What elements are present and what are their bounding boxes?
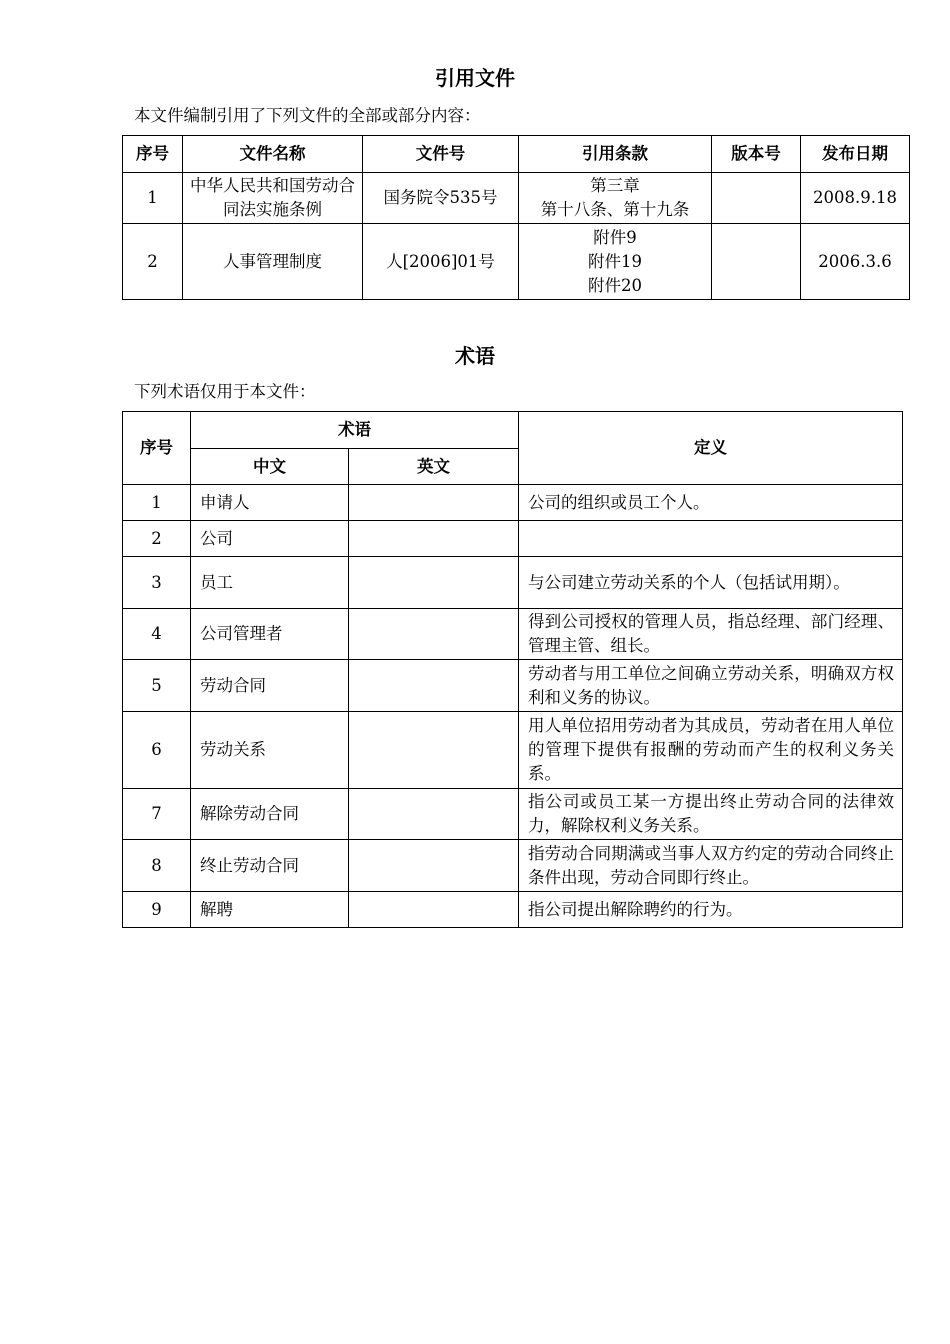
terms-header-term: 术语 xyxy=(191,412,519,449)
refs-section-title: 引用文件 xyxy=(435,66,515,90)
terms-section-title: 术语 xyxy=(455,344,495,368)
table-row xyxy=(123,660,903,712)
refs-header-name: 文件名称 xyxy=(183,136,363,173)
refs-header-version: 版本号 xyxy=(712,136,801,173)
terms-header-definition: 定义 xyxy=(519,412,903,485)
ref-no: 2 xyxy=(123,224,183,300)
refs-header-doc-no: 文件号 xyxy=(363,136,519,173)
ref-clauses xyxy=(519,224,712,300)
ref-doc-no: 人[2006]01号 xyxy=(363,224,519,300)
term-definition: 用人单位招用劳动者为其成员，劳动者在用人单位的管理下提供有报酬的劳动而产生的权利义务关系。 xyxy=(519,712,903,789)
table-row xyxy=(123,521,903,557)
term-en xyxy=(349,892,519,928)
table-row xyxy=(123,789,903,840)
term-zh: 劳动关系 xyxy=(191,712,349,789)
term-zh: 员工 xyxy=(191,557,349,609)
table-row xyxy=(123,609,903,660)
term-zh: 公司 xyxy=(191,521,349,557)
ref-clause-line: 第十八条、第十九条 xyxy=(540,200,690,219)
table-row xyxy=(123,840,903,892)
term-en xyxy=(349,660,519,712)
term-definition: 得到公司授权的管理人员，指总经理、部门经理、管理主管、组长。 xyxy=(519,609,903,660)
term-no: 6 xyxy=(123,712,191,789)
ref-date: 2006.3.6 xyxy=(801,224,910,300)
term-no: 5 xyxy=(123,660,191,712)
term-definition: 劳动者与用工单位之间确立劳动关系，明确双方权利和义务的协议。 xyxy=(519,660,903,712)
ref-clause-line: 附件19 xyxy=(588,251,642,271)
term-en xyxy=(349,712,519,789)
term-zh: 申请人 xyxy=(191,485,349,521)
ref-no: 1 xyxy=(123,173,183,224)
ref-clauses xyxy=(519,173,712,224)
ref-clause-line: 附件9 xyxy=(593,227,637,247)
table-row xyxy=(123,485,903,521)
term-en xyxy=(349,557,519,609)
refs-header-no: 序号 xyxy=(123,136,183,173)
term-en xyxy=(349,789,519,840)
refs-header-row xyxy=(123,136,910,173)
terms-header-en: 英文 xyxy=(349,449,519,485)
terms-header-zh: 中文 xyxy=(191,449,349,485)
term-zh: 终止劳动合同 xyxy=(191,840,349,892)
term-no: 3 xyxy=(123,557,191,609)
term-definition: 指公司或员工某一方提出终止劳动合同的法律效力，解除权利义务关系。 xyxy=(519,789,903,840)
ref-doc-no: 国务院令535号 xyxy=(363,173,519,224)
ref-version xyxy=(712,173,801,224)
term-en xyxy=(349,521,519,557)
refs-header-clauses: 引用条款 xyxy=(519,136,712,173)
term-no: 8 xyxy=(123,840,191,892)
term-en xyxy=(349,485,519,521)
term-definition: 指劳动合同期满或当事人双方约定的劳动合同终止条件出现，劳动合同即行终止。 xyxy=(519,840,903,892)
table-row xyxy=(123,892,903,928)
term-no: 2 xyxy=(123,521,191,557)
term-definition: 指公司提出解除聘约的行为。 xyxy=(519,892,903,928)
table-row xyxy=(123,712,903,789)
ref-version xyxy=(712,224,801,300)
term-no: 7 xyxy=(123,789,191,840)
term-no: 4 xyxy=(123,609,191,660)
term-definition: 公司的组织或员工个人。 xyxy=(519,485,903,521)
refs-header-date: 发布日期 xyxy=(801,136,910,173)
term-en xyxy=(349,609,519,660)
refs-intro: 本文件编制引用了下列文件的全部或部分内容： xyxy=(134,106,481,125)
term-no: 1 xyxy=(123,485,191,521)
ref-clause-line: 第三章 xyxy=(590,176,640,195)
refs-table xyxy=(122,135,910,300)
term-zh: 解聘 xyxy=(191,892,349,928)
term-no: 9 xyxy=(123,892,191,928)
ref-name: 中华人民共和国劳动合同法实施条例 xyxy=(183,173,363,224)
table-row xyxy=(123,224,910,300)
terms-table xyxy=(122,411,903,928)
term-zh: 解除劳动合同 xyxy=(191,789,349,840)
terms-header-no: 序号 xyxy=(123,412,191,485)
table-row xyxy=(123,173,910,224)
ref-date: 2008.9.18 xyxy=(801,173,910,224)
terms-intro: 下列术语仅用于本文件： xyxy=(134,382,316,401)
term-zh: 劳动合同 xyxy=(191,660,349,712)
terms-header-row xyxy=(123,412,903,449)
term-definition xyxy=(519,521,903,557)
term-zh: 公司管理者 xyxy=(191,609,349,660)
table-row xyxy=(123,557,903,609)
ref-clause-line: 附件20 xyxy=(588,275,642,295)
term-en xyxy=(349,840,519,892)
term-definition: 与公司建立劳动关系的个人（包括试用期）。 xyxy=(519,557,903,609)
ref-name: 人事管理制度 xyxy=(183,224,363,300)
